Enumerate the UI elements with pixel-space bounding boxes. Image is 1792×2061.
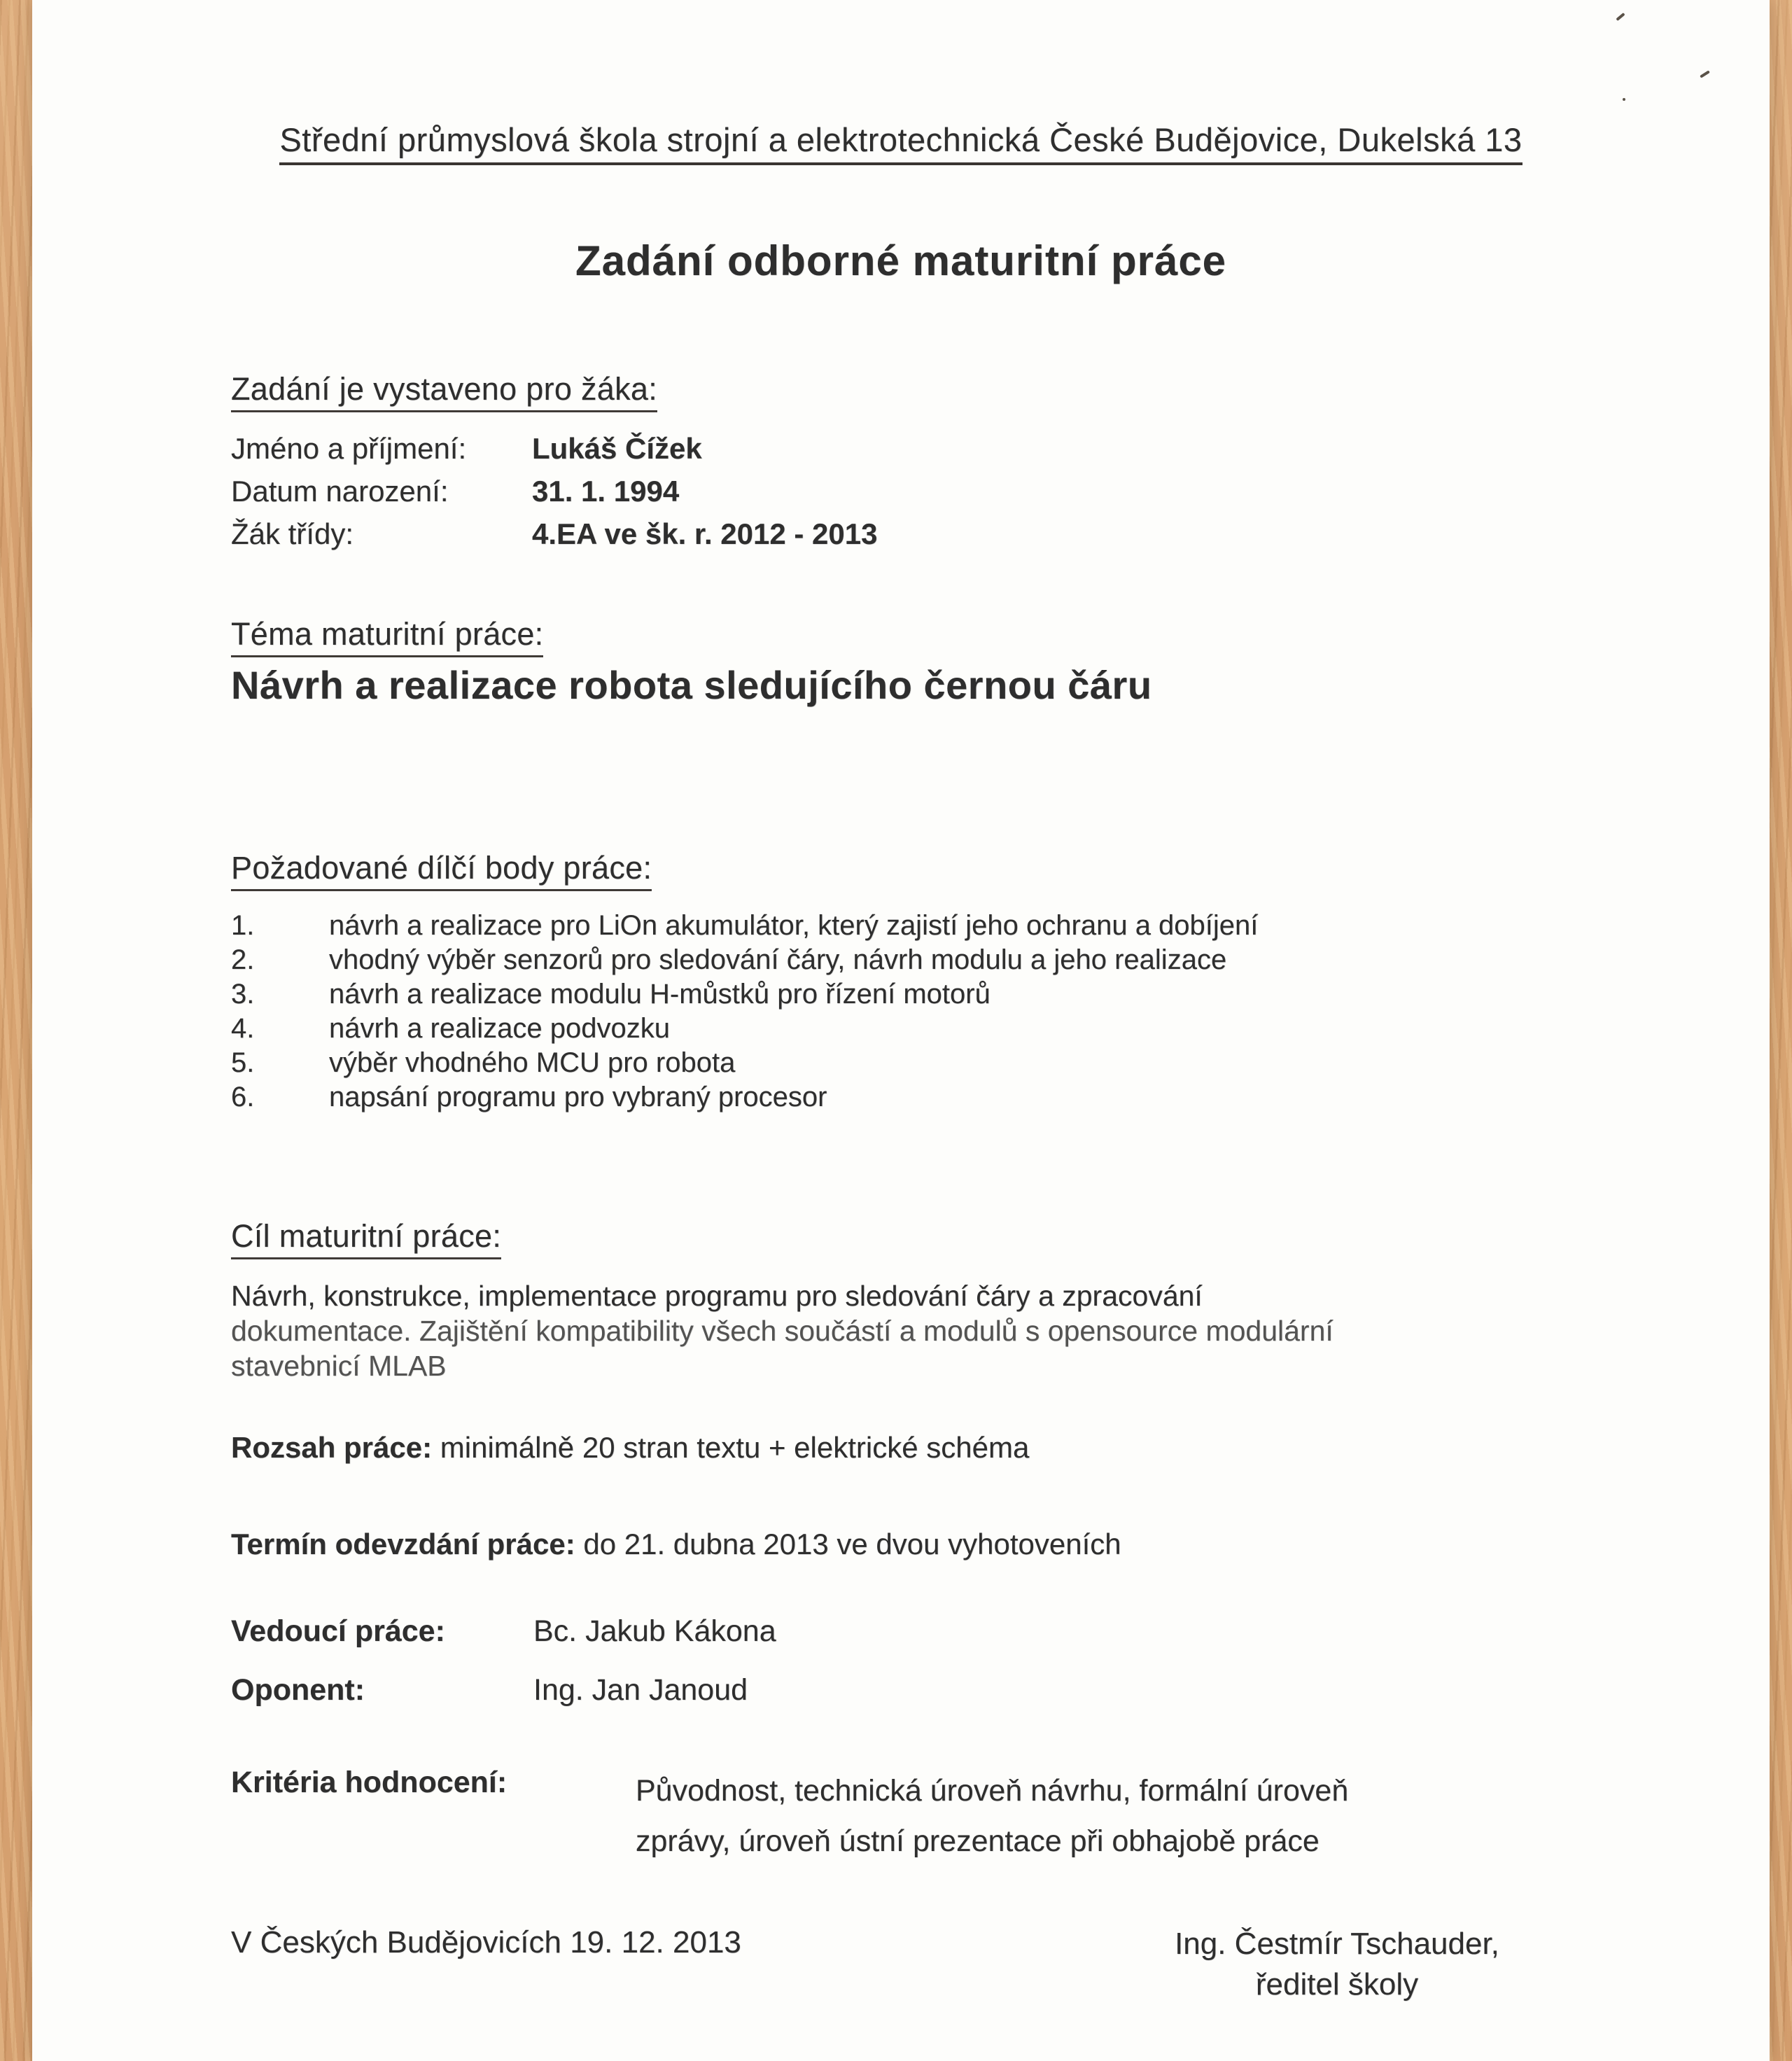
deadline-line bbox=[231, 1528, 1121, 1561]
signature-block bbox=[1120, 1924, 1554, 2005]
signature-role: ředitel školy bbox=[1255, 1967, 1419, 2001]
goal-line: dokumentace. Zajištění kompatibility všech součástí a modulů s opensource modulární bbox=[231, 1315, 1334, 1347]
field-label-class: Žák třídy: bbox=[231, 517, 354, 550]
list-item-number: 6. bbox=[231, 1082, 255, 1112]
list-item-number: 4. bbox=[231, 1013, 255, 1044]
list-item bbox=[231, 977, 1258, 1012]
scope-value: minimálně 20 stran textu + elektrické schéma bbox=[432, 1431, 1030, 1464]
list-item bbox=[231, 1046, 1258, 1080]
supervisor-label: Vedoucí práce: bbox=[231, 1614, 445, 1648]
scope-label: Rozsah práce: bbox=[231, 1431, 433, 1464]
document-title: Zadání odborné maturitní práce bbox=[575, 237, 1227, 284]
criteria-line: zprávy, úroveň ústní prezentace při obhajobě práce bbox=[636, 1824, 1320, 1858]
deadline-label: Termín odevzdání práce: bbox=[231, 1528, 575, 1560]
list-item-number: 5. bbox=[231, 1047, 255, 1078]
student-section-heading: Zadání je vystaveno pro žáka: bbox=[231, 371, 657, 407]
field-value-class: 4.EA ve šk. r. 2012 - 2013 bbox=[532, 517, 878, 550]
list-item-text: návrh a realizace pro LiOn akumulátor, který zajistí jeho ochranu a dobíjení bbox=[329, 910, 1259, 941]
student-fields bbox=[231, 427, 877, 555]
criteria-value bbox=[636, 1766, 1348, 1866]
thesis-topic-title: Návrh a realizace robota sledujícího černou čáru bbox=[231, 663, 1152, 707]
deadline-value: do 21. dubna 2013 ve dvou vyhotoveních bbox=[575, 1528, 1121, 1560]
school-header-text: Střední průmyslová škola strojní a elektrotechnická České Budějovice, Dukelská 13 bbox=[279, 121, 1522, 165]
field-row-class bbox=[231, 512, 877, 555]
scan-speck bbox=[1616, 13, 1625, 21]
school-header bbox=[32, 120, 1770, 159]
criteria-line: Původnost, technická úroveň návrhu, formální úroveň bbox=[636, 1774, 1349, 1808]
list-item-number: 1. bbox=[231, 910, 255, 941]
field-row-name bbox=[231, 427, 877, 470]
goal-paragraph bbox=[231, 1278, 1617, 1383]
opponent-row bbox=[231, 1673, 748, 1707]
scan-speck bbox=[1623, 98, 1625, 101]
list-item-number: 2. bbox=[231, 944, 255, 975]
criteria-row bbox=[231, 1766, 1348, 1866]
topic-section-heading: Téma maturitní práce: bbox=[231, 616, 543, 652]
field-row-birthdate bbox=[231, 470, 877, 512]
list-item-text: návrh a realizace podvozku bbox=[329, 1013, 670, 1044]
goal-line: stavebnicí MLAB bbox=[231, 1350, 447, 1382]
list-item bbox=[231, 1012, 1258, 1046]
requirements-section-heading: Požadované dílčí body práce: bbox=[231, 850, 652, 886]
signature-name: Ing. Čestmír Tschauder, bbox=[1175, 1927, 1499, 1961]
field-value-birthdate: 31. 1. 1994 bbox=[532, 475, 680, 508]
list-item bbox=[231, 943, 1258, 977]
list-item-text: návrh a realizace modulu H-můstků pro řízení motorů bbox=[329, 979, 990, 1009]
list-item bbox=[231, 909, 1258, 943]
list-item-text: vhodný výběr senzorů pro sledování čáry, návrh modulu a jeho realizace bbox=[329, 944, 1227, 975]
field-value-name: Lukáš Čížek bbox=[532, 432, 702, 465]
list-item-text: napsání programu pro vybraný procesor bbox=[329, 1082, 827, 1112]
scan-speck bbox=[1700, 70, 1710, 78]
supervisor-row bbox=[231, 1614, 776, 1649]
list-item-text: výběr vhodného MCU pro robota bbox=[329, 1047, 736, 1078]
scope-line bbox=[231, 1431, 1029, 1465]
scanned-paper bbox=[32, 0, 1770, 2061]
goal-section-heading: Cíl maturitní práce: bbox=[231, 1218, 501, 1255]
field-label-birthdate: Datum narození: bbox=[231, 475, 449, 508]
field-label-name: Jméno a příjmení: bbox=[231, 432, 467, 465]
place-and-date: V Českých Budějovicích 19. 12. 2013 bbox=[231, 1925, 741, 1959]
requirements-list bbox=[231, 909, 1258, 1115]
list-item bbox=[231, 1080, 1258, 1115]
goal-line: Návrh, konstrukce, implementace programu pro sledování čáry a zpracování bbox=[231, 1280, 1203, 1312]
opponent-label: Oponent: bbox=[231, 1673, 365, 1707]
supervisor-value: Bc. Jakub Kákona bbox=[533, 1614, 776, 1648]
list-item-number: 3. bbox=[231, 979, 255, 1009]
opponent-value: Ing. Jan Janoud bbox=[533, 1673, 748, 1707]
criteria-label: Kritéria hodnocení: bbox=[231, 1766, 507, 1799]
